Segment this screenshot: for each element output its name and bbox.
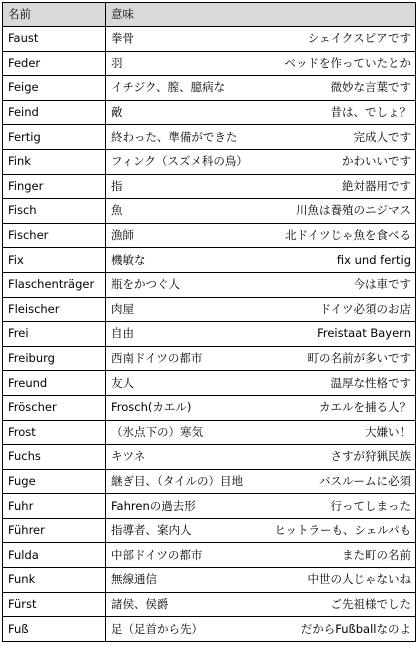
table-row xyxy=(3,494,416,519)
header-meaning: 意味 xyxy=(106,3,416,27)
word-cell: Freund xyxy=(3,371,106,396)
note-text: カエルを捕る人？ xyxy=(319,400,411,415)
meaning-text: 拳骨 xyxy=(111,31,134,46)
meaning-text: 終わった、準備ができた xyxy=(111,129,238,144)
meaning-text: フィンク（スズメ科の鳥） xyxy=(111,154,248,169)
table-row xyxy=(3,371,416,396)
meaning-content xyxy=(111,450,411,463)
meaning-content xyxy=(111,426,411,439)
word-cell: Feder xyxy=(3,51,106,76)
meaning-cell xyxy=(106,568,416,593)
meaning-cell xyxy=(106,248,416,273)
meaning-content xyxy=(111,57,411,70)
note-text: ドイツ必須のお店 xyxy=(319,301,411,316)
word-cell: Fuge xyxy=(3,469,106,494)
meaning-cell xyxy=(106,445,416,470)
note-text: ヒットラーも、シェルパも xyxy=(274,523,411,538)
word-cell: Feige xyxy=(3,76,106,101)
word-cell: Faust xyxy=(3,27,106,52)
meaning-text: Fahrenの過去形 xyxy=(111,498,196,513)
table-row xyxy=(3,51,416,76)
table-row xyxy=(3,76,416,101)
meaning-content xyxy=(111,278,411,291)
word-cell: Fürst xyxy=(3,592,106,617)
meaning-cell xyxy=(106,617,416,642)
meaning-content xyxy=(111,573,411,586)
meaning-text: 指 xyxy=(111,178,123,193)
word-cell: Fisch xyxy=(3,199,106,224)
word-cell: Fuhr xyxy=(3,494,106,519)
word-cell: Funk xyxy=(3,568,106,593)
meaning-cell xyxy=(106,543,416,568)
table-row xyxy=(3,199,416,224)
meaning-content xyxy=(111,303,411,316)
meaning-cell xyxy=(106,100,416,125)
note-text: 中世の人じゃないね xyxy=(307,572,411,587)
table-body xyxy=(3,27,416,642)
note-text: ベッドを作っていたとか xyxy=(284,55,411,70)
meaning-cell xyxy=(106,51,416,76)
word-cell: Feind xyxy=(3,100,106,125)
word-cell: Frei xyxy=(3,322,106,347)
note-text: 行ってしまった xyxy=(330,498,411,513)
meaning-content xyxy=(111,254,411,267)
meaning-text: 指導者、案内人 xyxy=(111,523,192,538)
meaning-cell xyxy=(106,272,416,297)
word-cell: Fuß xyxy=(3,617,106,642)
word-cell: Flaschenträger xyxy=(3,272,106,297)
note-text: 絶対器用です xyxy=(342,178,411,193)
meaning-cell xyxy=(106,395,416,420)
table-row xyxy=(3,27,416,52)
note-text: ご先祖様でした xyxy=(330,596,411,611)
meaning-cell xyxy=(106,592,416,617)
meaning-content xyxy=(111,180,411,193)
meaning-text: 足（足首から先） xyxy=(111,621,203,636)
table-row xyxy=(3,469,416,494)
meaning-text: （氷点下の）寒気 xyxy=(111,424,203,439)
meaning-cell xyxy=(106,27,416,52)
meaning-text: 魚 xyxy=(111,203,123,218)
table-row xyxy=(3,592,416,617)
table-header xyxy=(3,3,416,27)
table-row xyxy=(3,272,416,297)
note-text: 大嫌い！ xyxy=(365,424,411,439)
meaning-cell xyxy=(106,199,416,224)
meaning-content xyxy=(111,475,411,488)
meaning-content xyxy=(111,401,411,414)
header-row xyxy=(3,3,416,27)
meaning-cell xyxy=(106,223,416,248)
word-cell: Führer xyxy=(3,518,106,543)
table-row xyxy=(3,568,416,593)
meaning-text: 自由 xyxy=(111,326,134,341)
table-row xyxy=(3,395,416,420)
meaning-text: イチジク、膣、臆病な xyxy=(111,80,226,95)
table-row xyxy=(3,223,416,248)
surname-glossary-table xyxy=(2,2,416,642)
meaning-content xyxy=(111,155,411,168)
table-row xyxy=(3,420,416,445)
meaning-cell xyxy=(106,494,416,519)
note-text: 町の名前が多いです xyxy=(307,351,411,366)
meaning-text: 諸侯、侯爵 xyxy=(111,596,169,611)
word-cell: Fink xyxy=(3,149,106,174)
meaning-content xyxy=(111,352,411,365)
meaning-content xyxy=(111,106,411,119)
header-word: 名前 xyxy=(3,3,106,27)
note-text: かわいいです xyxy=(342,154,411,169)
meaning-text: 敵 xyxy=(111,105,123,120)
meaning-text: 漁師 xyxy=(111,228,134,243)
meaning-text: 西南ドイツの都市 xyxy=(111,351,203,366)
note-text: だからFußballなのよ xyxy=(300,621,411,636)
table-row xyxy=(3,297,416,322)
table-row xyxy=(3,248,416,273)
meaning-content xyxy=(111,81,411,94)
meaning-text: 機敏な xyxy=(111,252,146,267)
meaning-text: 羽 xyxy=(111,55,123,70)
meaning-text: 継ぎ目、（タイルの）目地 xyxy=(111,473,244,488)
meaning-content xyxy=(111,229,411,242)
word-cell: Finger xyxy=(3,174,106,199)
table-row xyxy=(3,346,416,371)
note-text: 温厚な性格です xyxy=(330,375,411,390)
word-cell: Fulda xyxy=(3,543,106,568)
meaning-cell xyxy=(106,420,416,445)
word-cell: Fix xyxy=(3,248,106,273)
meaning-content xyxy=(111,327,411,340)
note-text: Freistaat Bayern xyxy=(317,326,411,341)
note-text: また町の名前 xyxy=(342,547,411,562)
word-cell: Fuchs xyxy=(3,445,106,470)
word-cell: Fertig xyxy=(3,125,106,150)
word-cell: Fischer xyxy=(3,223,106,248)
note-text: 北ドイツじゃ魚を食べる xyxy=(285,228,411,243)
meaning-content xyxy=(111,500,411,513)
table-row xyxy=(3,100,416,125)
meaning-content xyxy=(111,598,411,611)
note-text: さすが狩猟民族 xyxy=(330,449,411,464)
meaning-cell xyxy=(106,371,416,396)
word-cell: Freiburg xyxy=(3,346,106,371)
meaning-cell xyxy=(106,469,416,494)
table-row xyxy=(3,518,416,543)
meaning-content xyxy=(111,377,411,390)
note-text: バスルームに必須 xyxy=(319,473,411,488)
meaning-cell xyxy=(106,125,416,150)
word-cell: Fleischer xyxy=(3,297,106,322)
note-text: 今は車です xyxy=(353,277,411,292)
meaning-content xyxy=(111,131,411,144)
meaning-cell xyxy=(106,174,416,199)
word-cell: Fröscher xyxy=(3,395,106,420)
meaning-text: 無線通信 xyxy=(111,572,157,587)
meaning-cell xyxy=(106,518,416,543)
meaning-cell xyxy=(106,322,416,347)
meaning-content xyxy=(111,204,411,217)
meaning-cell xyxy=(106,149,416,174)
meaning-cell xyxy=(106,76,416,101)
table-row xyxy=(3,322,416,347)
table-row xyxy=(3,617,416,642)
meaning-text: 中部ドイツの都市 xyxy=(111,547,203,562)
meaning-content xyxy=(111,623,411,636)
note-text: fix und fertig xyxy=(336,252,411,267)
note-text: 完成人です xyxy=(353,129,411,144)
word-cell: Frost xyxy=(3,420,106,445)
table-row xyxy=(3,149,416,174)
meaning-text: 瓶をかつぐ人 xyxy=(111,277,180,292)
meaning-cell xyxy=(106,346,416,371)
table-row xyxy=(3,174,416,199)
meaning-cell xyxy=(106,297,416,322)
meaning-content xyxy=(111,549,411,562)
meaning-content xyxy=(111,524,411,537)
meaning-text: 肉屋 xyxy=(111,301,134,316)
meaning-text: 友人 xyxy=(111,375,134,390)
note-text: シェイクスピアです xyxy=(307,31,411,46)
table-row xyxy=(3,445,416,470)
note-text: 川魚は養殖のニジマス xyxy=(296,203,411,218)
note-text: 昔は、でしょ？ xyxy=(330,105,411,120)
meaning-text: キツネ xyxy=(111,449,146,464)
meaning-content xyxy=(111,32,411,45)
note-text: 微妙な言葉です xyxy=(330,80,411,95)
meaning-text: Frosch(カエル) xyxy=(111,400,192,415)
table-row xyxy=(3,125,416,150)
table-row xyxy=(3,543,416,568)
